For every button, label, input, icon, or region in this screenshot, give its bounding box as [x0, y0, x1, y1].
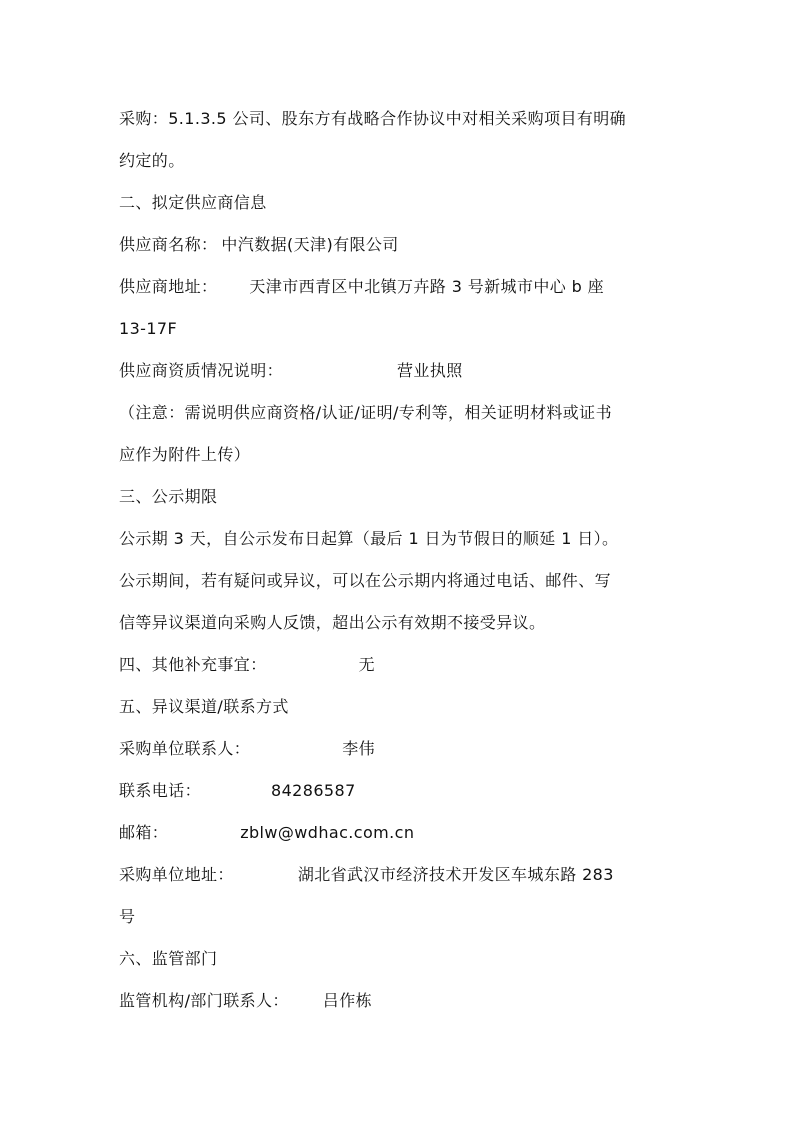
qualification-label: 供应商资质情况说明：: [119, 361, 284, 380]
supplier-name-label: 供应商名称：: [119, 235, 218, 254]
section-heading-period: 三、公示期限: [119, 487, 218, 506]
note-line: （注意：需说明供应商资格/认证/证明/专利等，相关证明材料或证书: [119, 403, 612, 422]
email-label: 邮箱：: [119, 823, 169, 842]
note-line-cont: 应作为附件上传）: [119, 445, 251, 464]
objection-text: 公示期间，若有疑问或异议，可以在公示期内将通过电话、邮件、写: [119, 571, 612, 590]
qualification-row: [119, 360, 463, 382]
section-heading-contact: 五、异议渠道/联系方式: [119, 697, 289, 716]
section-heading-supervision: 六、监管部门: [119, 949, 218, 968]
procurement-reason-cont: 约定的。: [119, 151, 185, 170]
other-matters-value: 无: [358, 655, 376, 674]
buyer-address-row: [119, 864, 614, 886]
section-heading-supplier: 二、拟定供应商信息: [119, 193, 267, 212]
supplier-name-value: 中汽数据(天津)有限公司: [221, 235, 399, 254]
other-matters-label: 四、其他补充事宜：: [119, 655, 267, 674]
supplier-address-cont: 13-17F: [119, 319, 178, 338]
contact-person-row: [119, 738, 375, 760]
supplier-address-row: [119, 276, 604, 298]
contact-person-value: 李伟: [342, 739, 376, 758]
supplier-name-row: [119, 234, 399, 256]
supplier-address-value: 天津市西青区中北镇万卉路 3 号新城市中心 b 座: [249, 277, 605, 296]
supplier-address-label: 供应商地址：: [119, 277, 218, 296]
contact-person-label: 采购单位联系人：: [119, 739, 251, 758]
supervisor-row: [119, 990, 372, 1012]
buyer-address-value: 湖北省武汉市经济技术开发区车城东路 283: [297, 865, 614, 884]
period-text: 公示期 3 天，自公示发布日起算（最后 1 日为节假日的顺延 1 日）。: [119, 529, 619, 548]
email-row: [119, 822, 414, 844]
objection-text-cont: 信等异议渠道向采购人反馈，超出公示有效期不接受异议。: [119, 613, 546, 632]
email-value: zblw@wdhac.com.cn: [240, 823, 415, 842]
buyer-address-label: 采购单位地址：: [119, 865, 234, 884]
other-matters-row: [119, 654, 375, 676]
supervisor-value: 吕作栋: [322, 991, 372, 1010]
supervisor-label: 监管机构/部门联系人：: [119, 991, 289, 1010]
procurement-reason-line: 采购：5.1.3.5 公司、股东方有战略合作协议中对相关采购项目有明确: [119, 109, 627, 128]
phone-value: 84286587: [271, 781, 356, 800]
phone-label: 联系电话：: [119, 781, 202, 800]
buyer-address-cont: 号: [119, 907, 136, 926]
phone-row: [119, 780, 356, 802]
qualification-value: 营业执照: [397, 361, 463, 380]
